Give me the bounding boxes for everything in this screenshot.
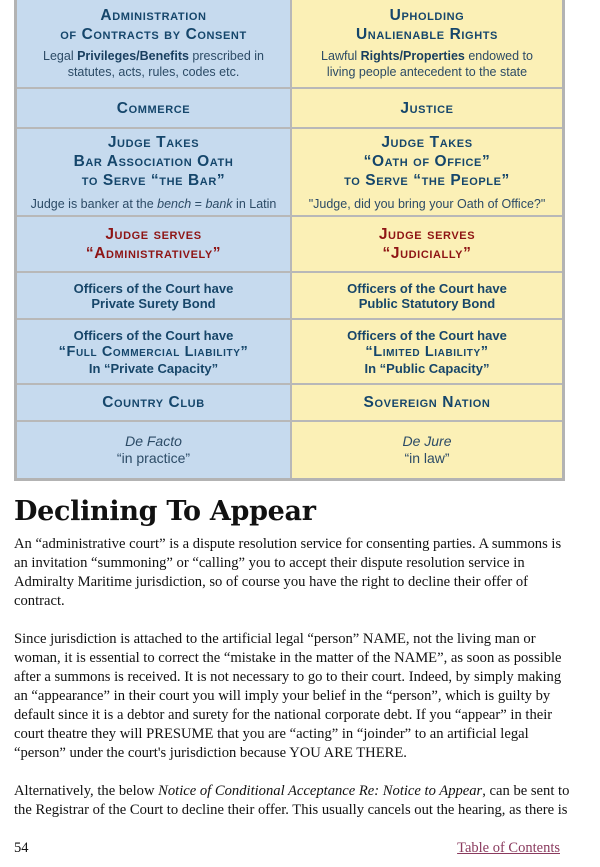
bold-text: Privileges/Benefits	[77, 48, 189, 63]
cell-subtitle: "Judge, did you bring your Oath of Office?"	[308, 196, 546, 211]
cell-title: “Judicially”	[382, 245, 472, 262]
cell-subtitle	[43, 48, 264, 80]
text: Judge is banker at the	[30, 196, 158, 211]
cell-public-bond	[292, 273, 562, 318]
table-row	[17, 320, 562, 385]
comparison-table	[14, 0, 565, 481]
table-row	[17, 129, 562, 217]
cell-title: Judge serves	[378, 226, 476, 243]
text: statutes, acts, rules, codes etc.	[67, 64, 240, 79]
cell-administration	[17, 0, 292, 87]
cell-de-facto	[17, 422, 292, 478]
cell-title: Administration	[100, 6, 207, 24]
cell-title: “Limited Liability”	[365, 343, 489, 360]
cell-title: Unalienable Rights	[356, 25, 498, 43]
cell-title: Judge serves	[105, 226, 202, 243]
table-row	[17, 273, 562, 320]
paragraph	[14, 782, 574, 820]
table-row	[17, 385, 562, 422]
cell-title: “Full Commercial Liability”	[58, 343, 249, 360]
table-row	[17, 0, 562, 89]
cell-title: Bar Association Oath	[73, 152, 234, 170]
paragraph: An “administrative court” is a dispute resolution service for consenting parties. A summons is an invitation “summoning” or “calling” you to accept their dispute resolution service in Admiralty Maritime jurisdiction, so of course you have the right to decline their offer of contract.	[14, 536, 562, 609]
cell-administratively	[17, 217, 292, 271]
paragraph: Since jurisdiction is attached to the artificial legal “person” NAME, not the living man or woman, it is essential to correct the “mistake in the matter of the NAME”, as soon as possible after a summons is received. It is not necessary to go to their court. Indeed, by simply making an “appearance” in their court you will imply your belief in the “person”, which is guilty by default since it is a debtor and surety for the national corporate debt. If you “appear” in their court theatre they will PRESUME that you are “acting” in “joinder” to an artificial legal “person” under the court's jurisdiction because YOU ARE THERE.	[14, 631, 562, 761]
text: endowed to	[464, 48, 533, 63]
table-row	[17, 89, 562, 129]
cell-title: Country Club	[102, 394, 205, 411]
cell-limited-liability	[292, 320, 562, 383]
text: prescribed in	[188, 48, 264, 63]
cell-subtitle	[321, 48, 533, 80]
cell-text: “in practice”	[116, 450, 191, 466]
text: =	[191, 196, 206, 211]
cell-text: In “Public Capacity”	[364, 360, 490, 376]
cell-subtitle	[31, 196, 277, 212]
cell-text: De Jure	[402, 433, 452, 449]
cell-upholding	[292, 0, 562, 87]
cell-title: Judge Takes	[381, 133, 473, 151]
italic-text: bank	[205, 196, 233, 211]
cell-text: Officers of the Court have	[347, 280, 507, 296]
cell-text: Private Surety Bond	[91, 295, 216, 311]
cell-title: Judge Takes	[107, 133, 200, 151]
table-of-contents-link[interactable]: Table of Contents	[457, 840, 560, 856]
italic-text: bench	[157, 196, 192, 211]
table-row	[17, 422, 562, 478]
cell-title: Justice	[400, 99, 454, 117]
text: , can be sent to the Registrar of the Court to decline their offer. This usually cancels out the hearing, as there is	[14, 783, 570, 818]
cell-judicially	[292, 217, 562, 271]
text: Legal	[43, 48, 78, 63]
table-row	[17, 217, 562, 273]
cell-title: of Contracts by Consent	[60, 25, 247, 43]
cell-title: to Serve “the Bar”	[81, 171, 226, 189]
cell-oath-of-office	[292, 129, 562, 215]
article	[14, 495, 574, 820]
cell-title: Sovereign Nation	[363, 394, 491, 411]
cell-text: Public Statutory Bond	[358, 295, 496, 311]
text: Alternatively, the below	[14, 783, 159, 799]
cell-title: to Serve “the People”	[344, 171, 510, 189]
cell-title: “Administratively”	[85, 245, 222, 262]
cell-country-club	[17, 385, 292, 420]
cell-text: De Facto	[125, 433, 182, 449]
cell-text: Officers of the Court have	[347, 327, 507, 343]
text: living people antecedent to the state	[326, 64, 528, 79]
cell-sovereign-nation	[292, 385, 562, 420]
cell-text: In “Private Capacity”	[88, 360, 219, 376]
section-heading: Declining To Appear	[14, 496, 316, 527]
page-footer	[14, 839, 560, 857]
cell-full-liability	[17, 320, 292, 383]
cell-title: Upholding	[389, 6, 465, 24]
cell-text: “in law”	[404, 450, 450, 466]
cell-title: “Oath of Office”	[363, 152, 491, 170]
cell-private-bond	[17, 273, 292, 318]
cell-de-jure	[292, 422, 562, 478]
cell-bar-oath	[17, 129, 292, 215]
text: in Latin	[232, 196, 277, 211]
cell-justice	[292, 89, 562, 127]
bold-text: Rights/Properties	[360, 48, 465, 63]
text: Lawful	[321, 48, 361, 63]
page-number: 54	[14, 840, 29, 856]
cell-text: Officers of the Court have	[73, 280, 234, 296]
cell-commerce	[17, 89, 292, 127]
cell-title: Commerce	[116, 99, 191, 117]
italic-text: Notice of Conditional Acceptance Re: Notice to Appear	[158, 783, 483, 799]
cell-text: Officers of the Court have	[73, 327, 234, 343]
